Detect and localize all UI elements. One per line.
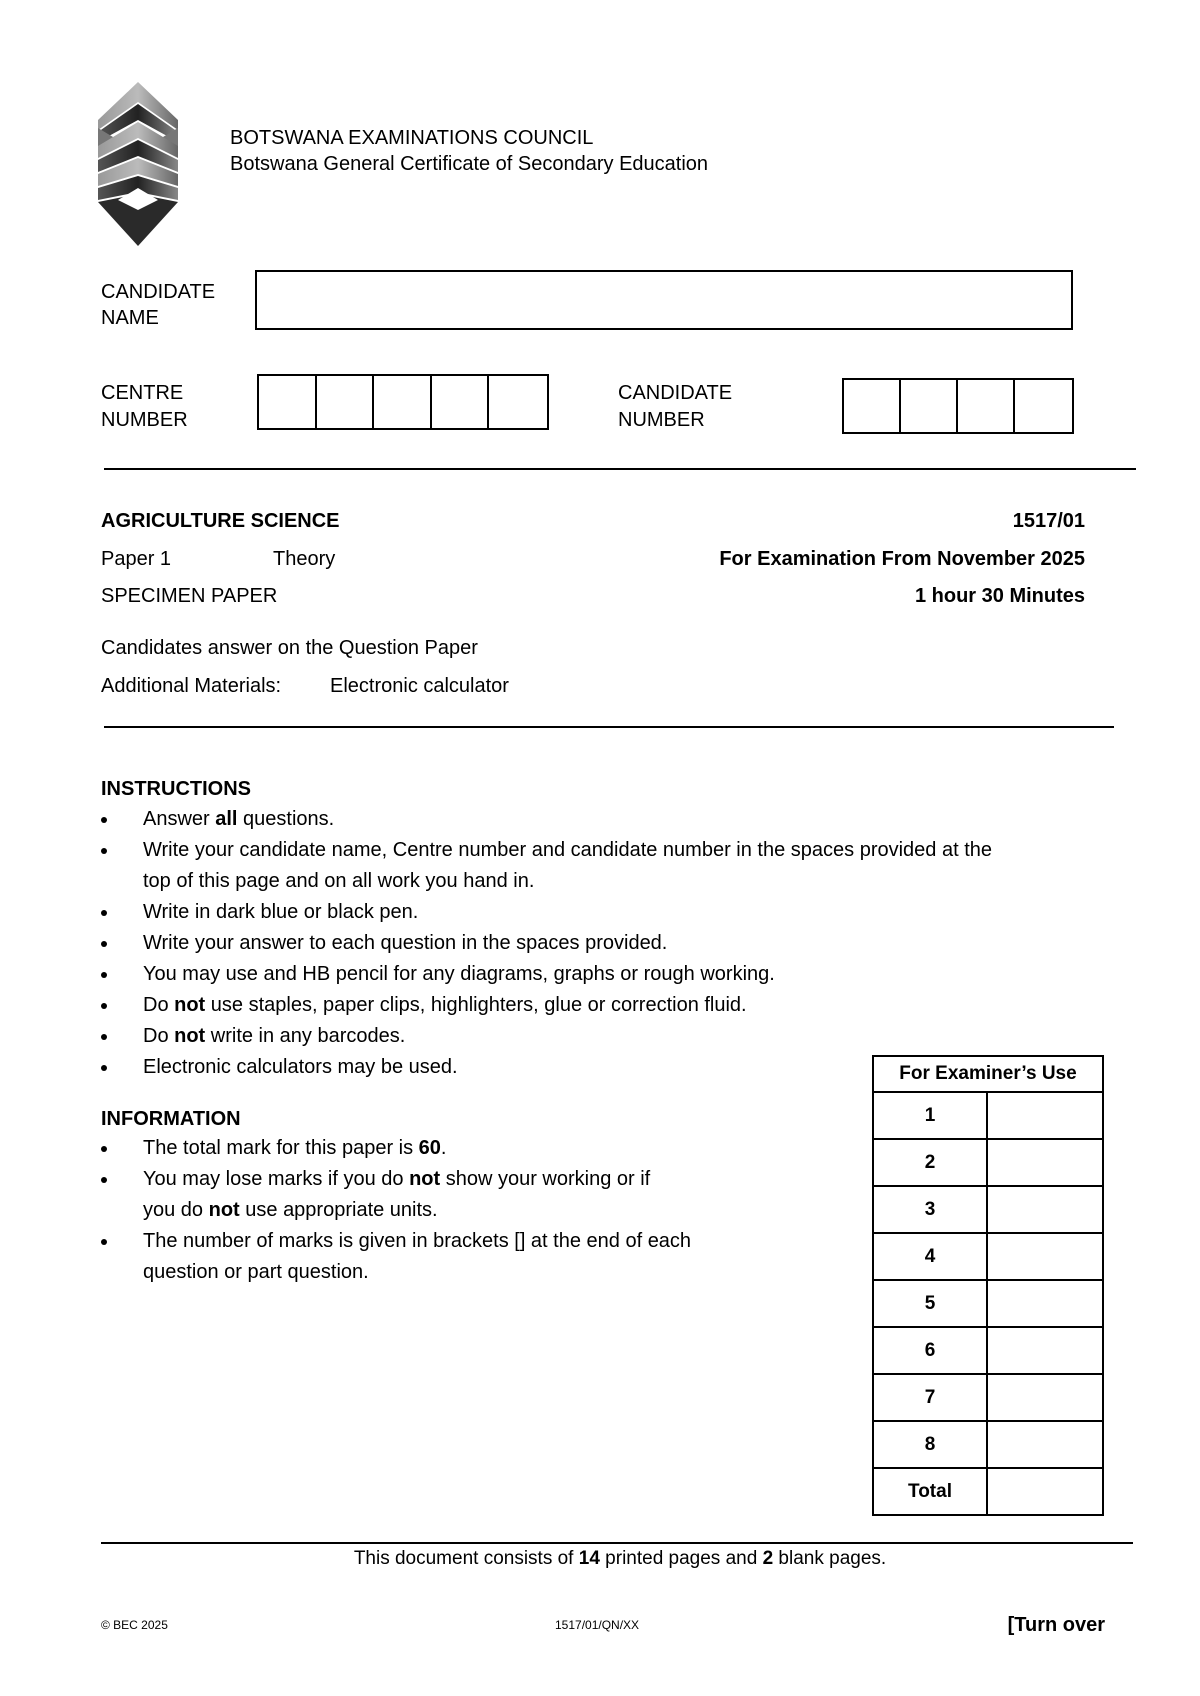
mark-cell[interactable] [987, 1374, 1103, 1421]
paper-code: 1517/01 [1012, 510, 1085, 532]
instructions-list [101, 804, 1111, 1083]
instruction-item: Write your candidate name, Centre number and candidate number in the spaces provided at the [101, 835, 1111, 866]
total-mark-cell[interactable] [987, 1468, 1103, 1515]
information-heading: INFORMATION [101, 1108, 241, 1130]
centre-number-label-1: CENTRE [101, 382, 184, 404]
turn-over: [Turn over [1007, 1614, 1105, 1636]
question-number: 8 [873, 1421, 987, 1468]
instruction-item: Write in dark blue or black pen. [101, 897, 1111, 928]
instruction-item: Answer all questions. [101, 804, 1111, 835]
question-number: 3 [873, 1186, 987, 1233]
centre-number-cell[interactable] [374, 376, 432, 428]
duration: 1 hour 30 Minutes [914, 585, 1085, 607]
paper-reference: 1517/01/QN/XX [555, 1618, 640, 1632]
candidate-number-boxes[interactable] [842, 378, 1074, 434]
candidate-number-cell[interactable] [901, 380, 958, 432]
information-item: The total mark for this paper is 60. [101, 1133, 801, 1164]
candidate-number-cell[interactable] [958, 380, 1015, 432]
examiner-table-heading: For Examiner’s Use [873, 1056, 1103, 1092]
mark-cell[interactable] [987, 1092, 1103, 1139]
information-item-continuation: you do not use appropriate units. [143, 1199, 438, 1221]
instruction-item: You may use and HB pencil for any diagrams, graphs or rough working. [101, 959, 1111, 990]
information-item: The number of marks is given in brackets [] at the end of each [101, 1226, 801, 1257]
centre-number-boxes[interactable] [257, 374, 549, 430]
divider [104, 468, 1136, 470]
centre-number-label-2: NUMBER [101, 409, 188, 431]
answer-note: Candidates answer on the Question Paper [101, 637, 478, 659]
candidate-name-label-2: NAME [101, 307, 159, 329]
question-number: 6 [873, 1327, 987, 1374]
certificate-name: Botswana General Certificate of Secondary Education [230, 153, 709, 175]
mark-cell[interactable] [987, 1233, 1103, 1280]
specimen-label: SPECIMEN PAPER [101, 585, 278, 607]
information-item-continuation: question or part question. [143, 1261, 369, 1283]
subject-title: AGRICULTURE SCIENCE [101, 510, 340, 532]
divider [104, 726, 1114, 728]
paper-component: Theory [273, 548, 336, 570]
page-count-note: This document consists of 14 printed pages and 2 blank pages. [353, 1548, 887, 1569]
candidate-name-label-1: CANDIDATE [101, 281, 216, 303]
mark-cell[interactable] [987, 1421, 1103, 1468]
instruction-item: Do not write in any barcodes. [101, 1021, 1111, 1052]
question-number: 5 [873, 1280, 987, 1327]
paper-number: Paper 1 [101, 548, 172, 570]
mark-cell[interactable] [987, 1186, 1103, 1233]
materials-value: Electronic calculator [330, 675, 509, 697]
instruction-item: Do not use staples, paper clips, highlighters, glue or correction fluid. [101, 990, 1111, 1021]
instruction-item: Write your answer to each question in the spaces provided. [101, 928, 1111, 959]
question-number: 2 [873, 1139, 987, 1186]
candidate-number-cell[interactable] [844, 380, 901, 432]
exam-date: For Examination From November 2025 [719, 548, 1085, 570]
question-number: 4 [873, 1233, 987, 1280]
candidate-number-cell[interactable] [1015, 380, 1072, 432]
bec-logo [88, 80, 188, 250]
materials-label: Additional Materials: [101, 675, 282, 697]
mark-cell[interactable] [987, 1327, 1103, 1374]
mark-cell[interactable] [987, 1280, 1103, 1327]
footer-divider [101, 1542, 1133, 1544]
centre-number-cell[interactable] [432, 376, 490, 428]
instruction-item: Electronic calculators may be used. [101, 1052, 1111, 1083]
information-item: You may lose marks if you do not show your working or if [101, 1164, 801, 1195]
question-number: 7 [873, 1374, 987, 1421]
centre-number-cell[interactable] [489, 376, 547, 428]
centre-number-cell[interactable] [259, 376, 317, 428]
instructions-heading: INSTRUCTIONS [101, 778, 251, 800]
instruction-item-continuation: top of this page and on all work you hand in. [143, 870, 535, 892]
mark-cell[interactable] [987, 1139, 1103, 1186]
question-number: 1 [873, 1092, 987, 1139]
total-label: Total [873, 1468, 987, 1515]
council-name: BOTSWANA EXAMINATIONS COUNCIL [230, 127, 594, 149]
candidate-number-label-2: NUMBER [618, 409, 705, 431]
candidate-number-label-1: CANDIDATE [618, 382, 733, 404]
copyright: © BEC 2025 [101, 1618, 168, 1632]
candidate-name-field[interactable] [255, 270, 1073, 330]
information-list [101, 1133, 801, 1288]
examiner-use-table [872, 1055, 1104, 1516]
centre-number-cell[interactable] [317, 376, 375, 428]
